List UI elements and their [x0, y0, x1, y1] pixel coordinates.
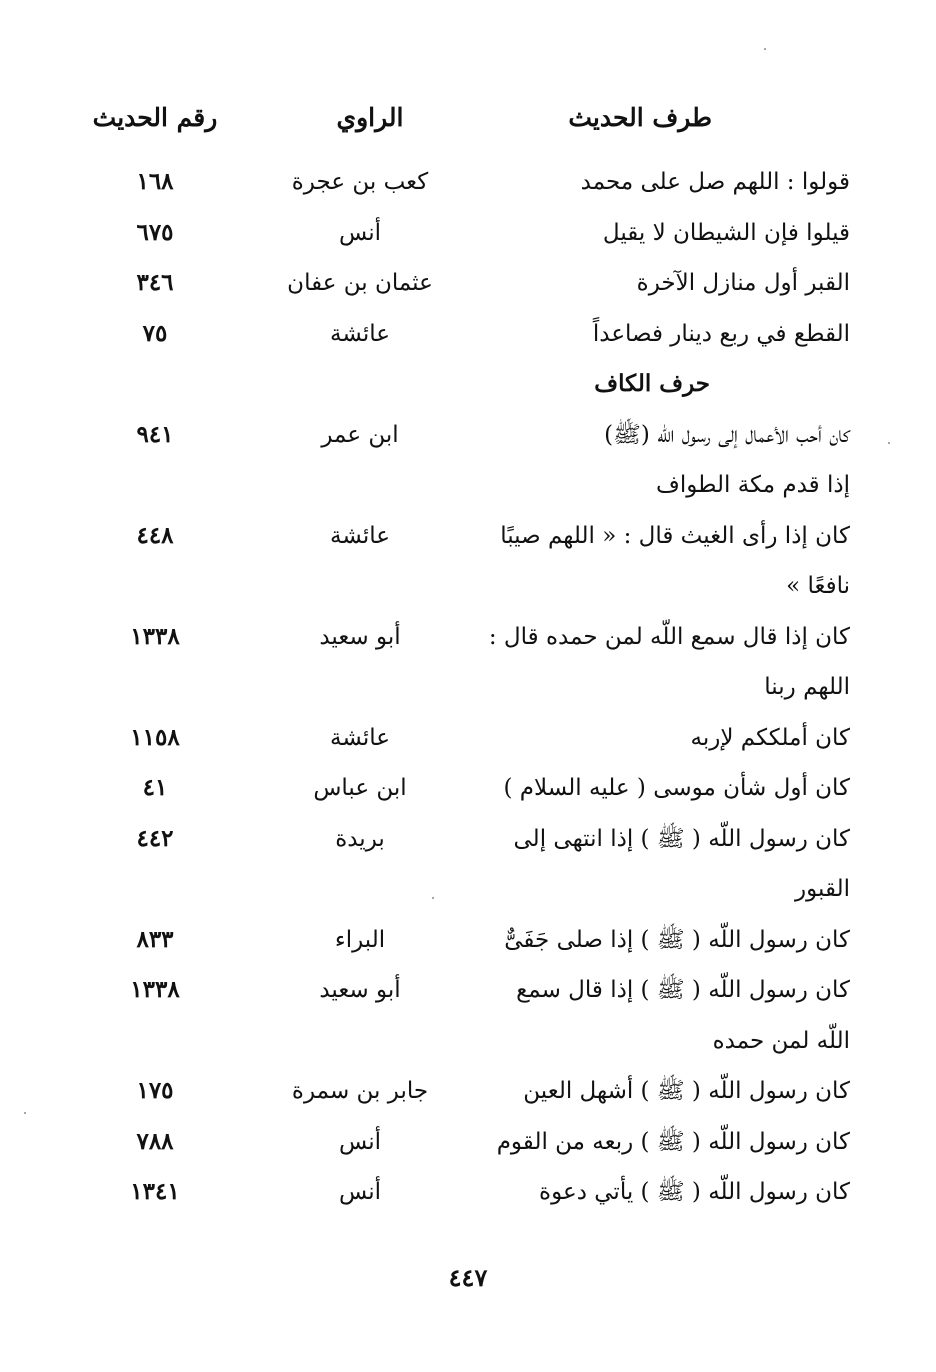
number-column-header: رقم الحديث — [92, 103, 218, 132]
hadith-text: كان إذا رأى الغيث قال : « اللهم صيبًا — [500, 522, 850, 549]
section-heading-row — [90, 359, 850, 410]
hadith-number: ٧٥ — [142, 319, 168, 347]
table-row — [90, 410, 850, 461]
hadith-text: إذا قدم مكة الطواف — [656, 472, 850, 498]
table-row — [90, 157, 850, 208]
table-row — [90, 915, 850, 966]
scan-speck — [24, 1112, 26, 1114]
narrator-column-header: الراوي — [336, 103, 404, 132]
hadith-text: القبور — [795, 876, 850, 902]
hadith-text: اللّه لمن حمده — [712, 1027, 850, 1054]
hadith-text: قولوا : اللهم صل على محمد — [580, 169, 850, 195]
hadith-text: كان رسول اللّه ( ﷺ ) أشهل العين — [523, 1078, 850, 1104]
table-row — [90, 965, 850, 1016]
table-row — [90, 208, 850, 259]
scan-speck — [888, 442, 890, 444]
hadith-number: ١٣٣٨ — [130, 622, 180, 650]
hadith-text: كان رسول اللّه ( ﷺ ) إذا انتهى إلى — [513, 825, 850, 852]
hadith-text: اللهم ربنا — [764, 674, 850, 700]
narrator-name: كعب بن عجرة — [291, 169, 429, 195]
hadith-text: كان أحب الأعمال إلى رسول اللّه (ﷺ) — [604, 421, 850, 448]
narrator-name: البراء — [334, 926, 386, 953]
table-row — [90, 561, 850, 612]
hadith-number: ١٣٣٨ — [130, 976, 180, 1003]
table-row — [90, 511, 850, 562]
narrator-name: أنس — [338, 219, 382, 246]
narrator-name: بريدة — [335, 825, 385, 852]
narrator-name: عائشة — [330, 522, 390, 549]
section-heading: حرف الكاف — [594, 370, 710, 397]
table-row — [90, 460, 850, 511]
table-row — [90, 713, 850, 764]
hadith-number: ٨٣٣ — [136, 925, 174, 953]
table-row — [90, 612, 850, 663]
narrator-name: أبو سعيد — [319, 623, 401, 650]
hadith-number: ٤٤٢ — [136, 824, 174, 852]
hadith-column-header: طرف الحديث — [568, 103, 712, 132]
narrator-name: أبو سعيد — [319, 977, 401, 1003]
hadith-text: كان أملككم لإربه — [690, 724, 850, 751]
hadith-number: ٦٧٥ — [136, 218, 174, 246]
table-row — [90, 1167, 850, 1218]
hadith-text: كان أول شأن موسى ( عليه السلام ) — [503, 775, 850, 801]
hadith-number: ٤١ — [142, 774, 168, 801]
hadith-text: القطع في ربع دينار فصاعداً — [592, 320, 850, 347]
narrator-name: أنس — [338, 1128, 382, 1155]
hadith-text: نافعًا » — [786, 573, 850, 599]
hadith-number: ٤٤٨ — [136, 521, 174, 549]
table-row — [90, 763, 850, 814]
narrator-name: عائشة — [330, 320, 390, 347]
narrator-name: جابر بن سمرة — [291, 1078, 429, 1104]
table-header — [90, 103, 850, 143]
table-row — [90, 1016, 850, 1067]
page-number: ٤٤٧ — [448, 1263, 488, 1292]
scan-speck — [432, 897, 434, 899]
table-row — [90, 1117, 850, 1168]
table-row — [90, 662, 850, 713]
hadith-text: كان رسول اللّه ( ﷺ ) إذا قال سمع — [516, 977, 850, 1003]
narrator-name: عثمان بن عفان — [287, 270, 433, 296]
table-row — [90, 1066, 850, 1117]
hadith-number: ١٣٤١ — [130, 1178, 180, 1205]
hadith-number: ٣٤٦ — [136, 269, 174, 296]
hadith-index-table — [90, 157, 850, 1218]
hadith-text: كان إذا قال سمع اللّه لمن حمده قال : — [488, 623, 850, 650]
hadith-text: كان رسول اللّه ( ﷺ ) إذا صلى جَفَىٌّ — [504, 926, 850, 953]
table-row — [90, 814, 850, 865]
scan-speck — [764, 48, 766, 50]
hadith-number: ١٦٨ — [136, 168, 174, 195]
narrator-name: عائشة — [330, 724, 390, 751]
hadith-number: ١١٥٨ — [130, 723, 180, 751]
narrator-name: أنس — [338, 1179, 382, 1205]
narrator-name: ابن عمر — [321, 421, 399, 448]
table-row — [90, 864, 850, 915]
hadith-number: ١٧٥ — [136, 1077, 174, 1104]
table-row — [90, 309, 850, 360]
hadith-text: القبر أول منازل الآخرة — [636, 270, 850, 296]
hadith-text: كان رسول اللّه ( ﷺ ) يأتي دعوة — [539, 1179, 850, 1205]
hadith-text: كان رسول اللّه ( ﷺ ) ربعه من القوم — [496, 1128, 850, 1155]
hadith-number: ٩٤١ — [136, 420, 174, 448]
hadith-number: ٧٨٨ — [136, 1127, 174, 1155]
hadith-text: قيلوا فإن الشيطان لا يقيل — [602, 219, 850, 246]
narrator-name: ابن عباس — [313, 775, 407, 801]
table-row — [90, 258, 850, 309]
